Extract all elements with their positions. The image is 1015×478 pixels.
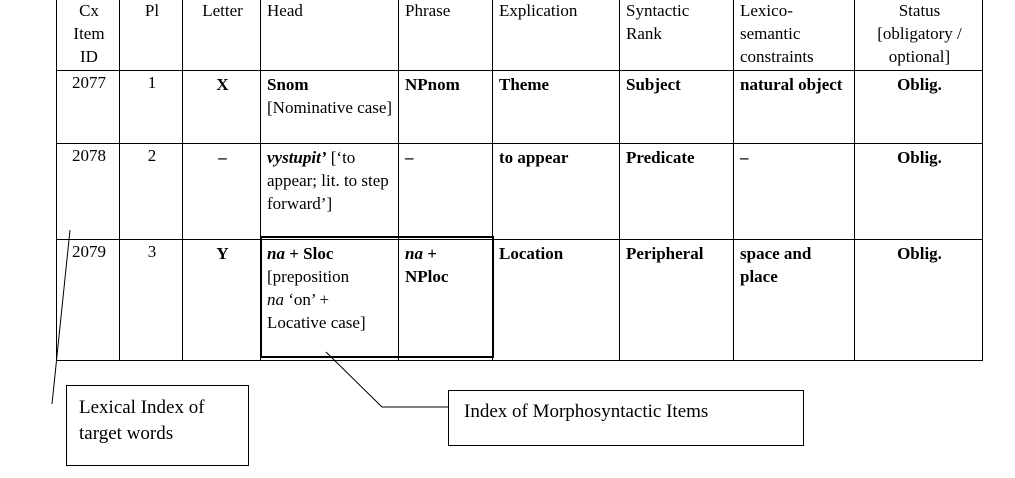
cell-explication: Theme: [493, 71, 620, 144]
cell-explication: to appear: [493, 144, 620, 240]
cell-phrase: –: [399, 144, 493, 240]
phrase-nploc: NPloc: [405, 267, 449, 286]
cell-id: 2077: [57, 71, 120, 144]
head-on-gloss: ‘on’ +: [288, 290, 330, 309]
table-row: [57, 71, 983, 144]
cell-phrase: [399, 240, 493, 361]
head-na-italic: na: [267, 290, 284, 309]
header-head: Head: [261, 0, 399, 71]
head-bracket-open: [preposition: [267, 267, 350, 286]
cell-lexico-semantic: –: [734, 144, 855, 240]
header-explication: Explication: [493, 0, 620, 71]
cell-head: [261, 240, 399, 361]
cell-syntactic-rank: Predicate: [620, 144, 734, 240]
cell-head: [261, 144, 399, 240]
header-pl: Pl: [120, 0, 183, 71]
head-preposition: na: [267, 244, 285, 263]
cell-head: [261, 71, 399, 144]
cell-letter: X: [183, 71, 261, 144]
construction-table: [56, 0, 983, 361]
morph-index-label: Index of Morphosyntactic Items: [448, 390, 804, 446]
cell-syntactic-rank: Subject: [620, 71, 734, 144]
cell-lexico-semantic: space and place: [734, 240, 855, 361]
cell-letter: Y: [183, 240, 261, 361]
cell-letter: –: [183, 144, 261, 240]
phrase-na: na: [405, 244, 423, 263]
head-main: Snom: [267, 75, 309, 94]
cell-status: Oblig.: [855, 71, 983, 144]
header-lexico-semantic: Lexico-semantic constraints: [734, 0, 855, 71]
head-gloss: [‘to appear; lit. to step forward’]: [267, 148, 389, 213]
lexical-index-label: Lexical Index of target words: [66, 385, 249, 466]
cell-pl: 3: [120, 240, 183, 361]
cell-id: 2079: [57, 240, 120, 361]
cell-id: 2078: [57, 144, 120, 240]
head-sloc: + Sloc: [289, 244, 334, 263]
head-description: [Nominative case]: [267, 98, 393, 117]
header-row: [57, 0, 983, 71]
phrase-plus: +: [427, 244, 437, 263]
header-phrase: Phrase: [399, 0, 493, 71]
cell-status: Oblig.: [855, 240, 983, 361]
head-locative: Locative case]: [267, 313, 366, 332]
header-letter: Letter: [183, 0, 261, 71]
table-row: [57, 240, 983, 361]
cell-status: Oblig.: [855, 144, 983, 240]
cell-phrase: NPnom: [399, 71, 493, 144]
cell-pl: 2: [120, 144, 183, 240]
table-row: [57, 144, 983, 240]
cell-pl: 1: [120, 71, 183, 144]
head-verb: vystupit’: [267, 148, 327, 167]
cell-syntactic-rank: Peripheral: [620, 240, 734, 361]
header-syntactic-rank: Syntactic Rank: [620, 0, 734, 71]
cell-explication: Location: [493, 240, 620, 361]
header-status: Status [obligatory / optional]: [855, 0, 983, 71]
cell-lexico-semantic: natural object: [734, 71, 855, 144]
header-cx-item-id: Cx Item ID: [57, 0, 120, 71]
